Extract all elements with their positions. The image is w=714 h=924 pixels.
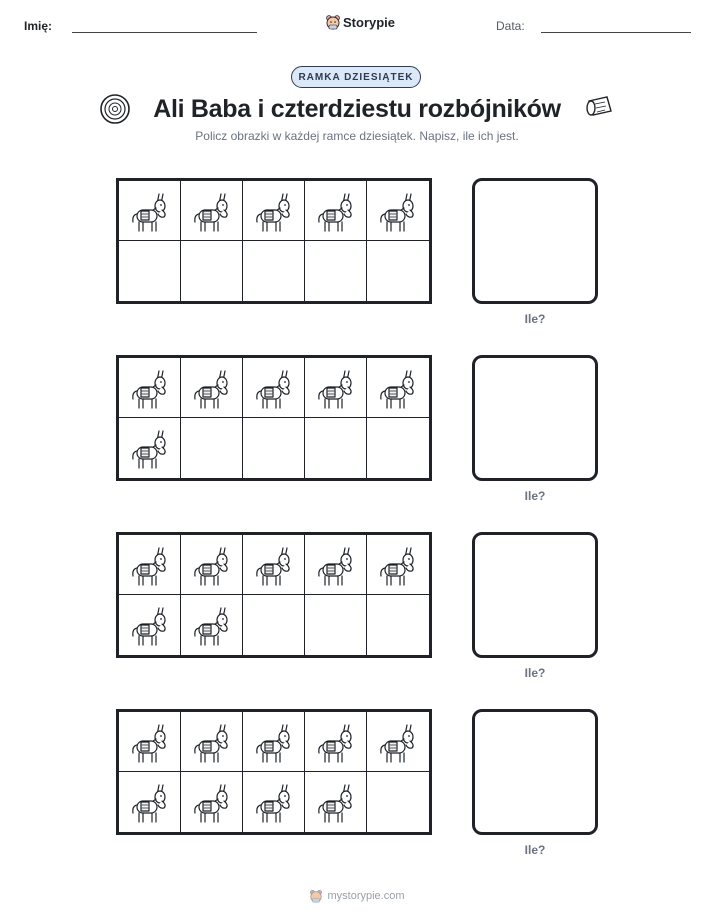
ten-frame-cell-empty: [367, 595, 429, 655]
gold-coin-icon: [99, 93, 131, 125]
name-label: Imię:: [24, 19, 53, 33]
ten-frame-cell-empty: [243, 418, 305, 478]
ten-frame-cell-empty: [119, 241, 181, 301]
donkey-icon: [191, 365, 233, 411]
donkey-icon: [377, 188, 419, 234]
answer-label: Ile?: [524, 489, 546, 503]
instructions: Policz obrazki w każdej ramce dziesiątek. Napisz, ile ich jest.: [195, 129, 519, 143]
donkey-icon: [315, 365, 357, 411]
ten-frame-cell-filled: [119, 358, 181, 418]
answer-box[interactable]: [472, 178, 598, 304]
donkey-icon: [129, 188, 171, 234]
answer-label: Ile?: [524, 312, 546, 326]
name-field-line[interactable]: [72, 32, 257, 33]
exercise-3: [0, 532, 714, 692]
ten-frame-cell-filled: [181, 181, 243, 241]
answer-box[interactable]: [472, 709, 598, 835]
ten-frame-cell-filled: [305, 181, 367, 241]
donkey-icon: [191, 719, 233, 765]
scroll-icon: [583, 93, 615, 121]
ten-frame-cell-empty: [243, 241, 305, 301]
donkey-icon: [191, 779, 233, 825]
ten-frame-cell-filled: [367, 181, 429, 241]
ten-frame-cell-filled: [367, 535, 429, 595]
answer-box[interactable]: [472, 355, 598, 481]
ten-frame-cell-empty: [305, 241, 367, 301]
ten-frame-cell-filled: [305, 358, 367, 418]
ten-frame-cell-filled: [181, 358, 243, 418]
ten-frame-cell-filled: [243, 181, 305, 241]
ten-frame: [116, 532, 432, 658]
brand-name: Storypie: [343, 14, 396, 30]
ten-frame-cell-filled: [367, 712, 429, 772]
exercise-1: [0, 178, 714, 338]
donkey-icon: [129, 602, 171, 648]
donkey-icon: [253, 542, 295, 588]
ten-frame-cell-filled: [119, 181, 181, 241]
donkey-icon: [377, 719, 419, 765]
donkey-icon: [129, 365, 171, 411]
donkey-icon: [315, 719, 357, 765]
footer-website: mystorypie.com: [327, 890, 405, 902]
donkey-icon: [315, 542, 357, 588]
worksheet-type-badge: RAMKA DZIESIĄTEK: [291, 66, 421, 88]
donkey-icon: [253, 188, 295, 234]
bear-mascot-icon: [325, 14, 341, 30]
ten-frame-cell-filled: [181, 595, 243, 655]
donkey-icon: [191, 602, 233, 648]
donkey-icon: [253, 365, 295, 411]
ten-frame-cell-empty: [181, 241, 243, 301]
ten-frame-cell-filled: [367, 358, 429, 418]
donkey-icon: [253, 719, 295, 765]
ten-frame-cell-filled: [119, 772, 181, 832]
ten-frame-cell-filled: [119, 535, 181, 595]
donkey-icon: [191, 188, 233, 234]
ten-frame-cell-filled: [181, 712, 243, 772]
donkey-icon: [315, 188, 357, 234]
ten-frame-cell-filled: [243, 712, 305, 772]
donkey-icon: [129, 425, 171, 471]
ten-frame-cell-filled: [181, 535, 243, 595]
bear-mascot-icon: [309, 889, 323, 903]
date-label: Data:: [496, 19, 525, 33]
ten-frame-cell-filled: [243, 772, 305, 832]
date-field-line[interactable]: [541, 32, 691, 33]
ten-frame-cell-empty: [367, 241, 429, 301]
ten-frame-cell-filled: [243, 358, 305, 418]
ten-frame-cell-empty: [305, 418, 367, 478]
donkey-icon: [377, 542, 419, 588]
donkey-icon: [377, 365, 419, 411]
brand-logo: [325, 12, 395, 32]
ten-frame-cell-filled: [119, 418, 181, 478]
ten-frame-cell-filled: [305, 535, 367, 595]
donkey-icon: [191, 542, 233, 588]
ten-frame-cell-filled: [119, 595, 181, 655]
ten-frame-cell-filled: [181, 772, 243, 832]
page-title: Ali Baba i czterdziestu rozbójników: [153, 94, 561, 123]
exercise-2: [0, 355, 714, 515]
donkey-icon: [129, 542, 171, 588]
answer-label: Ile?: [524, 843, 546, 857]
ten-frame-cell-filled: [119, 712, 181, 772]
ten-frame-cell-filled: [305, 712, 367, 772]
ten-frame-cell-filled: [243, 535, 305, 595]
ten-frame-cell-empty: [243, 595, 305, 655]
donkey-icon: [315, 779, 357, 825]
donkey-icon: [129, 719, 171, 765]
donkey-icon: [253, 779, 295, 825]
donkey-icon: [129, 779, 171, 825]
ten-frame-cell-empty: [367, 772, 429, 832]
answer-box[interactable]: [472, 532, 598, 658]
ten-frame: [116, 178, 432, 304]
answer-label: Ile?: [524, 666, 546, 680]
ten-frame-cell-empty: [367, 418, 429, 478]
ten-frame-cell-filled: [305, 772, 367, 832]
ten-frame-cell-empty: [305, 595, 367, 655]
ten-frame-cell-empty: [181, 418, 243, 478]
ten-frame: [116, 709, 432, 835]
exercise-4: [0, 709, 714, 869]
page-header: [0, 0, 714, 50]
ten-frame: [116, 355, 432, 481]
page-footer: [0, 886, 714, 906]
